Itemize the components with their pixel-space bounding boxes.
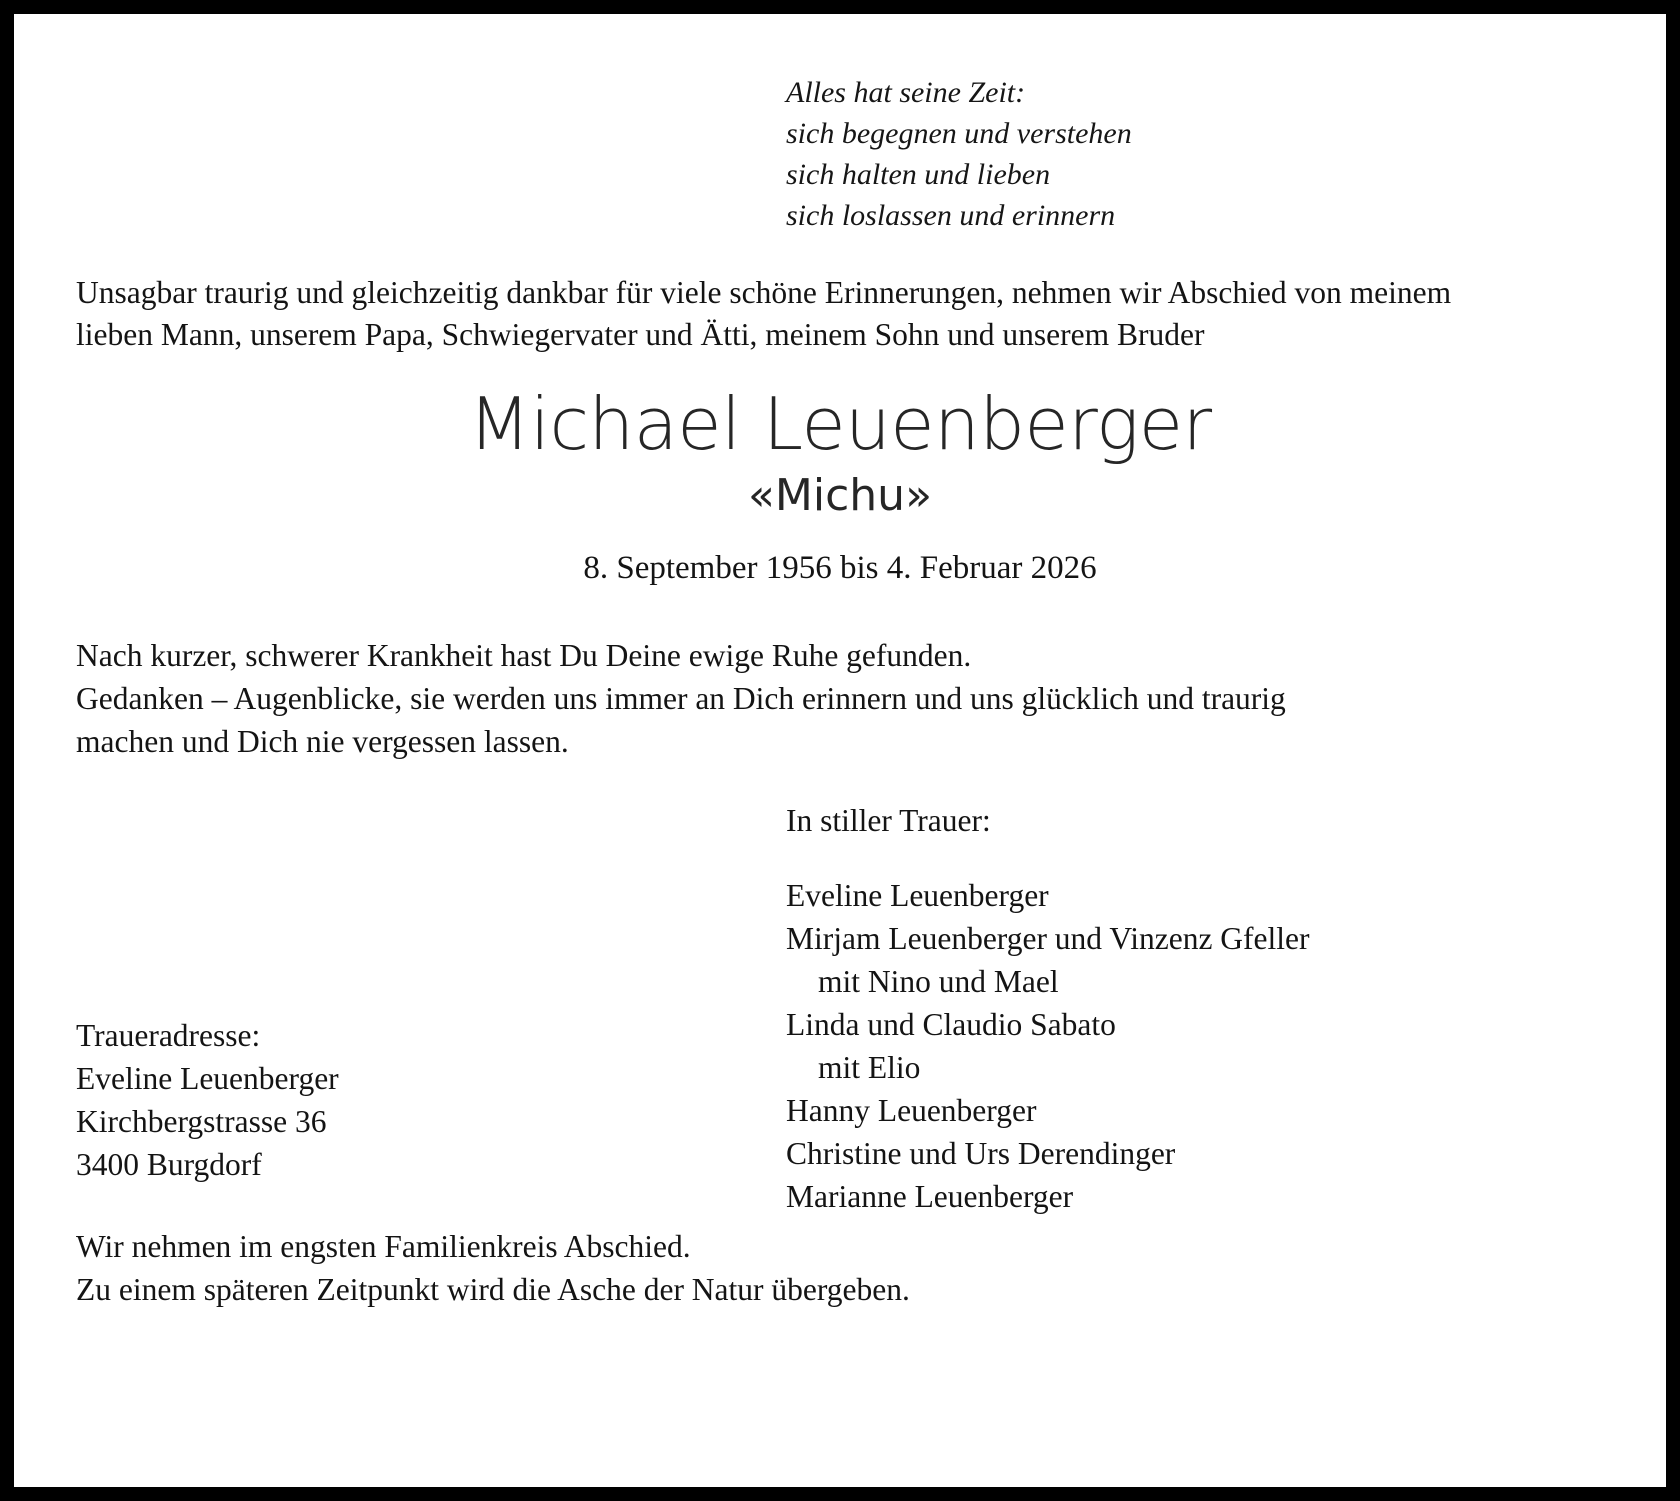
body-line-3: machen und Dich nie vergessen lassen. (76, 724, 569, 759)
mourner-entry: Hanny Leuenberger (786, 1093, 1037, 1128)
mourner-entry: Marianne Leuenberger (786, 1179, 1074, 1214)
notice-inner-area (14, 14, 1666, 1487)
closing-note (76, 1225, 1604, 1311)
mourner-entry: Christine und Urs Derendinger (786, 1136, 1176, 1171)
deceased-full-name: Michael Leuenberger (468, 382, 1212, 466)
mourner-entry: Eveline Leuenberger (786, 878, 1049, 913)
mourning-address-block (76, 1014, 339, 1186)
mourning-address-label: Traueradresse: (76, 1018, 261, 1053)
mourner-entry: Mirjam Leuenberger und Vinzenz Gfeller (786, 921, 1310, 956)
body-line-1: Nach kurzer, schwerer Krankheit hast Du Deine ewige Ruhe gefunden. (76, 638, 972, 673)
deceased-life-dates: 8. September 1956 bis 4. Februar 2026 (583, 550, 1097, 586)
mourners-column (786, 799, 1310, 1218)
mourning-address-name: Eveline Leuenberger (76, 1061, 339, 1096)
verse-block (76, 72, 1604, 236)
deceased-nickname: «Michu» (748, 470, 932, 521)
verse-line-1: Alles hat seine Zeit: (786, 76, 1026, 109)
closing-line-2: Zu einem späteren Zeitpunkt wird die Asche der Natur übergeben. (76, 1272, 910, 1307)
deceased-name-block (76, 382, 1604, 592)
closing-line-1: Wir nehmen im engsten Familienkreis Abschied. (76, 1229, 691, 1264)
intro-paragraph: Unsagbar traurig und gleichzeitig dankbar für viele schöne Erinnerungen, nehmen wir Abschied von meinem lieben Mann, unserem Papa, Schwiegervater und Ätti, meinem Sohn und unserem Bruder (76, 275, 1452, 352)
lower-columns (76, 799, 1604, 1219)
body-paragraph (76, 634, 1496, 763)
mourning-address-city: 3400 Burgdorf (76, 1147, 262, 1182)
mourner-entry: mit Nino und Mael (818, 964, 1059, 999)
mourners-heading: In stiller Trauer: (786, 803, 991, 838)
mourner-entry: mit Elio (818, 1050, 921, 1085)
body-line-2: Gedanken – Augenblicke, sie werden uns immer an Dich erinnern und uns glücklich und traurig (76, 681, 1286, 716)
verse-line-3: sich halten und lieben (786, 158, 1051, 191)
verse-line-2: sich begegnen und verstehen (786, 117, 1132, 150)
mourning-address-street: Kirchbergstrasse 36 (76, 1104, 327, 1139)
notice-content (14, 14, 1666, 1487)
verse-line-4: sich loslassen und erinnern (786, 199, 1116, 232)
mourner-entry: Linda und Claudio Sabato (786, 1007, 1116, 1042)
